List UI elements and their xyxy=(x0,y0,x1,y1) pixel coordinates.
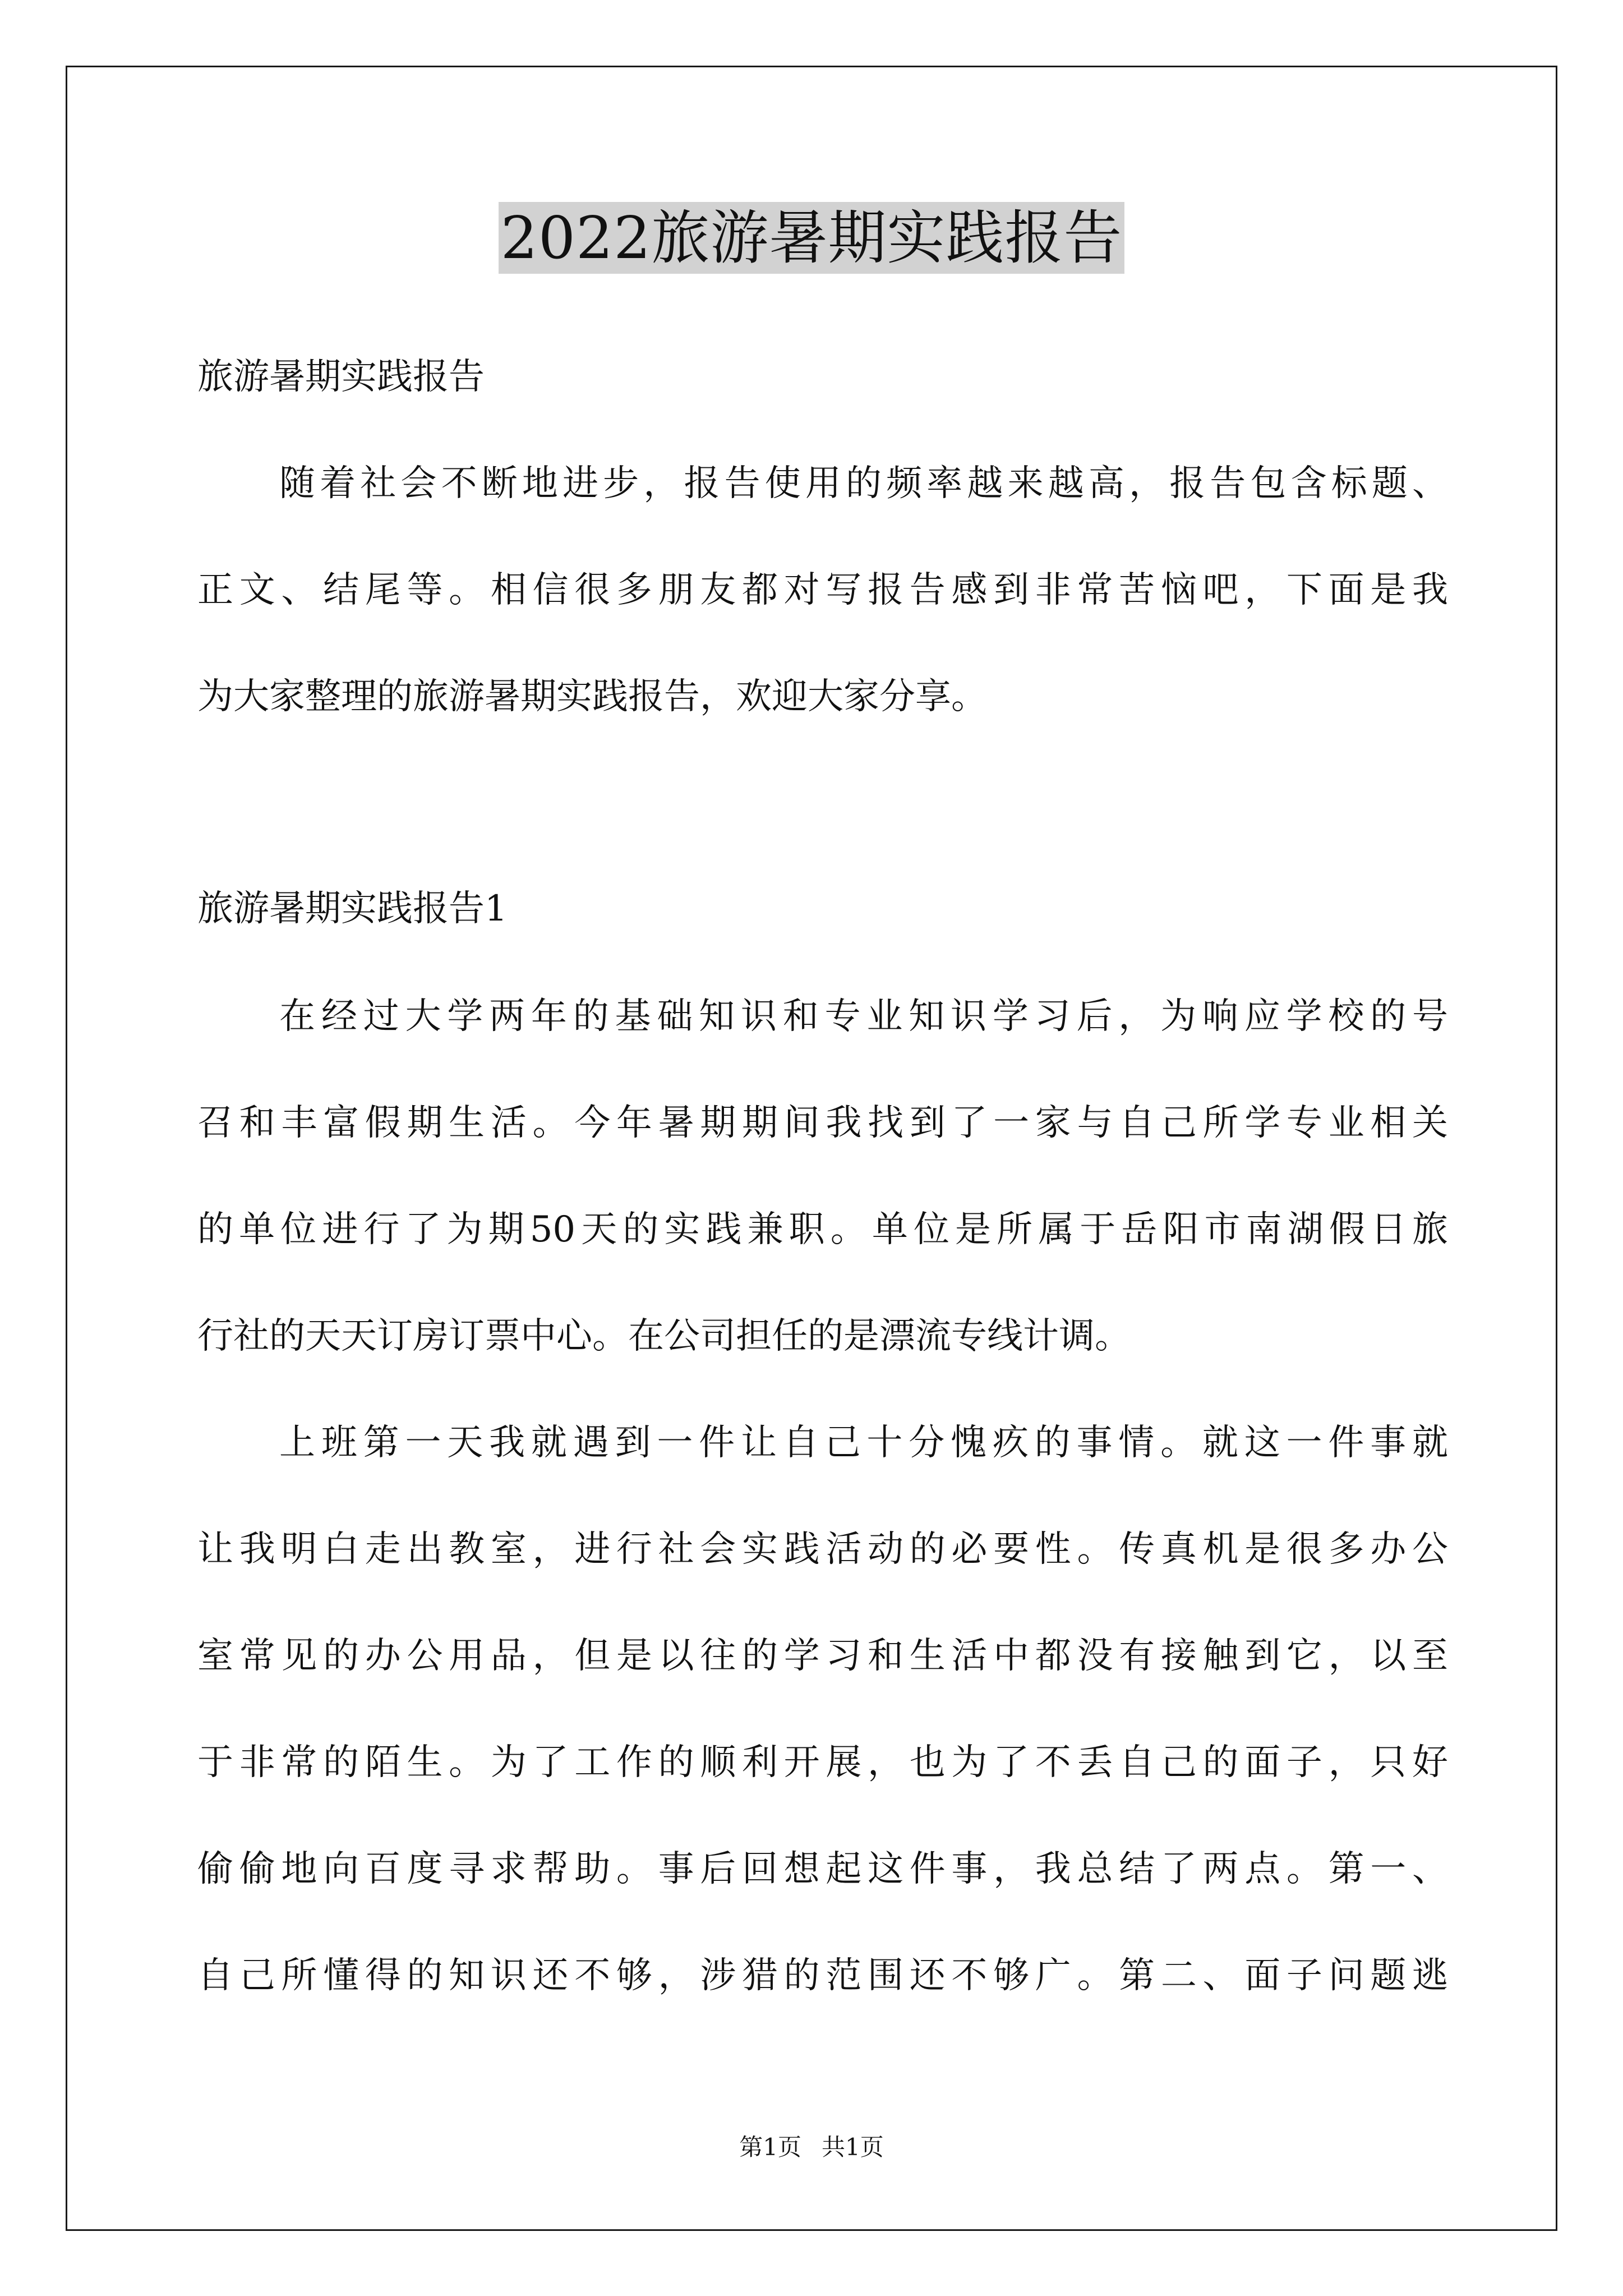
paragraph1-line-4: 行社的天天订房订票中心。在公司担任的是漂流专线计调。 xyxy=(197,1315,1131,1357)
paragraph2-line-2: 让我明白走出教室，进行社会实践活动的必要性。传真机是很多办公 xyxy=(197,1529,1448,1570)
page-total: 共1页 xyxy=(822,2133,884,2161)
intro-line-3: 为大家整理的旅游暑期实践报告，欢迎大家分享。 xyxy=(197,676,987,717)
paragraph2-line-1: 上班第一天我就遇到一件让自己十分愧疚的事情。就这一件事就 xyxy=(279,1422,1448,1464)
paragraph1-line-2: 召和丰富假期生活。今年暑期期间我找到了一家与自己所学专业相关 xyxy=(197,1102,1448,1144)
paragraph1-line-3: 的单位进行了为期50天的实践兼职。单位是所属于岳阳市南湖假日旅 xyxy=(197,1209,1448,1250)
paragraph2-line-5: 偷偷地向百度寻求帮助。事后回想起这件事，我总结了两点。第一、 xyxy=(197,1848,1448,1890)
intro-line-2: 正文、结尾等。相信很多朋友都对写报告感到非常苦恼吧，下面是我 xyxy=(197,569,1448,611)
paragraph2-line-6: 自己所懂得的知识还不够，涉猎的范围还不够广。第二、面子问题逃 xyxy=(197,1955,1448,1996)
paragraph2-line-4: 于非常的陌生。为了工作的顺利开展，也为了不丢自己的面子，只好 xyxy=(197,1742,1448,1783)
intro-line-1: 随着社会不断地进步，报告使用的频率越来越高，报告包含标题、 xyxy=(279,463,1448,504)
title-container xyxy=(0,202,1623,274)
paragraph1-line-1: 在经过大学两年的基础知识和专业知识学习后，为响应学校的号 xyxy=(279,996,1448,1037)
section-heading: 旅游暑期实践报告1 xyxy=(197,888,508,930)
page-footer xyxy=(0,2132,1623,2163)
document-title: 2022旅游暑期实践报告 xyxy=(499,202,1125,274)
paragraph2-line-3: 室常见的办公用品，但是以往的学习和生活中都没有接触到它，以至 xyxy=(197,1635,1448,1677)
subtitle: 旅游暑期实践报告 xyxy=(197,356,485,398)
page-number: 第1页 xyxy=(739,2133,801,2161)
